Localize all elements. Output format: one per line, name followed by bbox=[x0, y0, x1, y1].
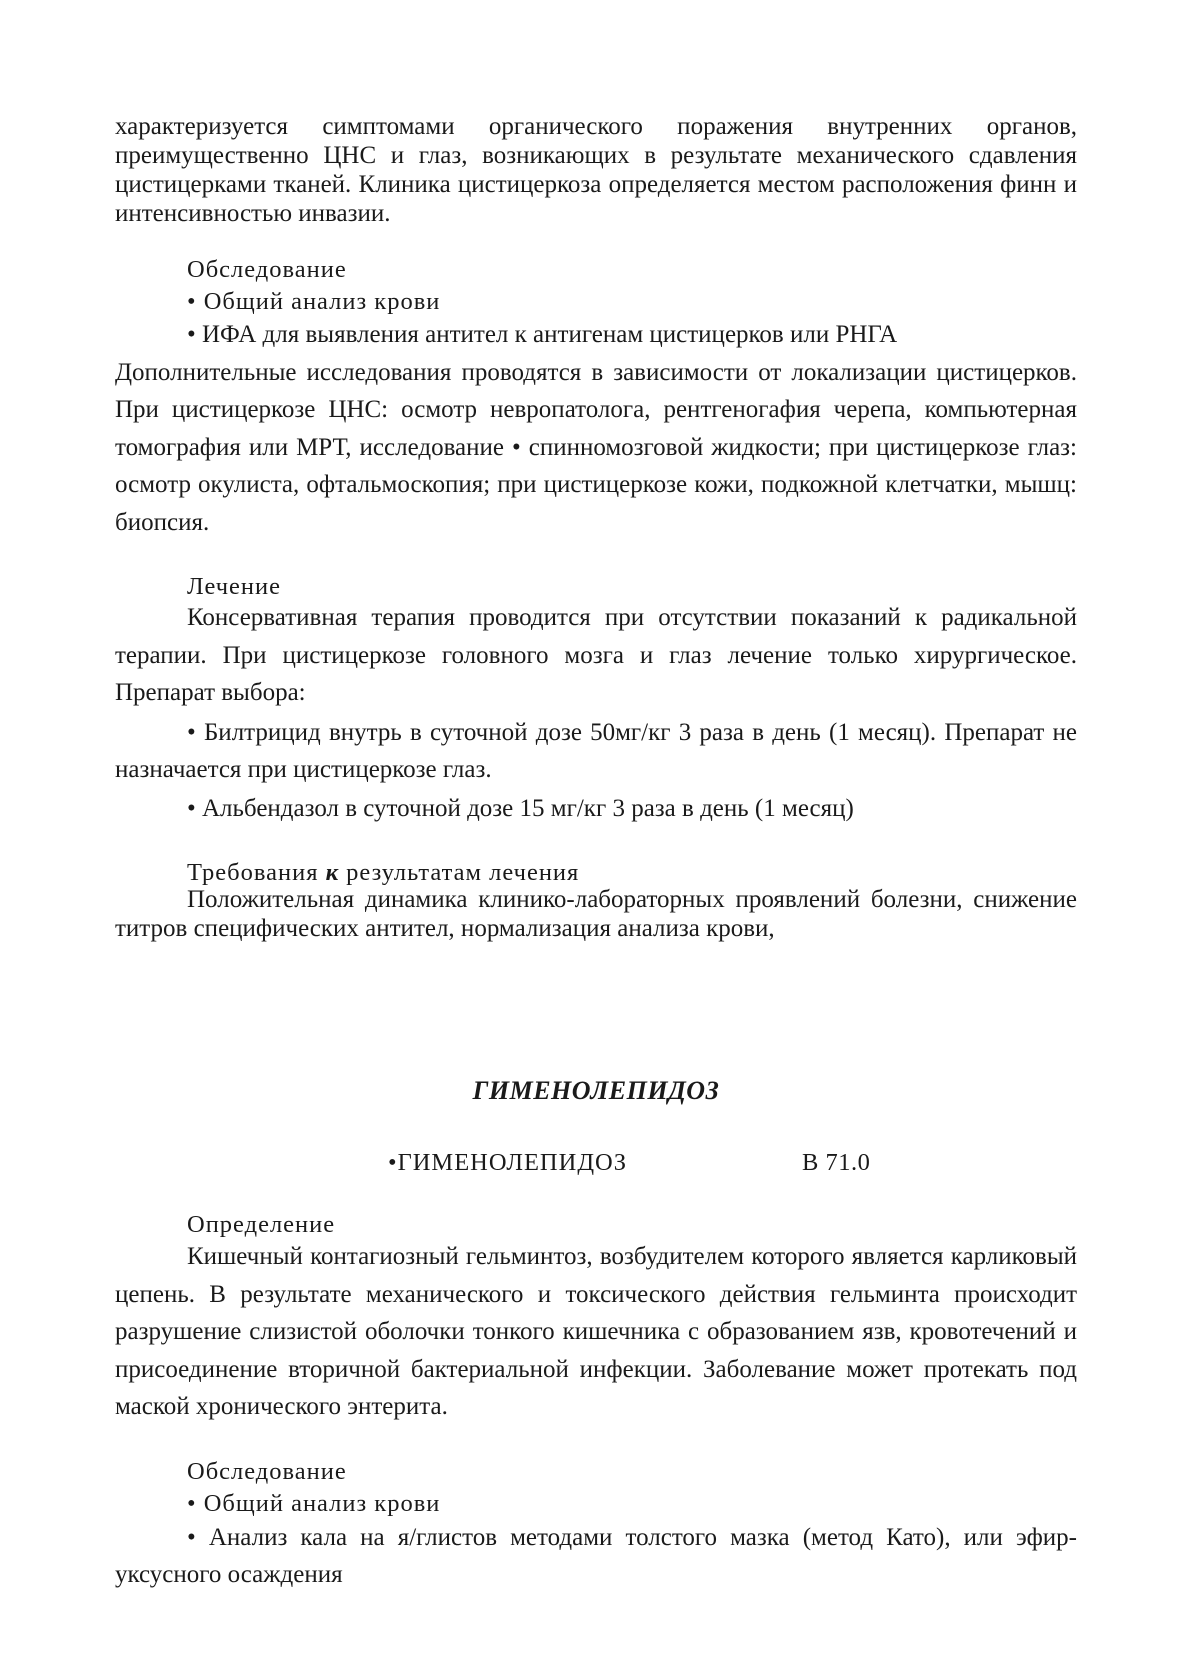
requirements-heading-part1: Требования bbox=[187, 859, 326, 886]
cysticercosis-treatment-paragraph: Консервативная терапия проводится при отсутствии показаний к радикальной терапии. При цистицеркозе головного мозга и глаз лечение только хирургическое. Препарат выбора: bbox=[115, 604, 1077, 706]
hymenolepiasis-code-line bbox=[115, 1147, 1077, 1179]
cysticercosis-exam-item-ifa: • ИФА для выявления антител к антигенам цистицерков или РНГА bbox=[187, 321, 898, 348]
hymenolepiasis-examination-heading: Обследование bbox=[187, 1457, 347, 1485]
hymenolepiasis-exam-item-blood: • Общий анализ крови bbox=[187, 1489, 441, 1517]
hymenolepiasis-code-name: •ГИМЕНОЛЕПИДОЗ bbox=[388, 1149, 627, 1176]
hymenolepiasis-definition-heading: Определение bbox=[187, 1211, 336, 1238]
cysticercosis-requirements-paragraph: Положительная динамика клинико-лабораторных проявлений болезни, снижение титров специфических антител, нормализация анализа крови, bbox=[115, 886, 1077, 942]
cysticercosis-treatment-heading: Лечение bbox=[187, 573, 282, 600]
hymenolepiasis-title: ГИМЕНОЛЕПИДОЗ bbox=[472, 1076, 720, 1105]
hymenolepiasis-icd-code: В 71.0 bbox=[802, 1149, 871, 1176]
cysticercosis-treatment-item-biltricide: • Билтрицид внутрь в суточной дозе 50мг/кг 3 раза в день (1 месяц). Препарат не назначается при цистицеркозе глаз. bbox=[115, 718, 1077, 783]
cysticercosis-intro-paragraph: характеризуется симптомами органического поражения внутренних органов, преимущественно ЦНС и глаз, возникающих в результате механического сдавления цистицерками тканей. Клиника цистицеркоза определяется местом расположения финн и интенсивностью инвазии. bbox=[115, 113, 1077, 227]
cysticercosis-exam-item-blood: • Общий анализ крови bbox=[187, 288, 441, 315]
hymenolepiasis-exam-item-stool: • Анализ кала на я/глистов методами толстого мазка (метод Като), или эфир-уксусного осаждения bbox=[115, 1523, 1077, 1588]
cysticercosis-exam-additional-paragraph: Дополнительные исследования проводятся в зависимости от локализации цистицерков. При цистицеркозе ЦНС: осмотр невропатолога, рентгеногафия черепа, компьютерная томография или МРТ, исследование • спинномозговой жидкости; при цистицеркозе глаз: осмотр окулиста, офтальмоскопия; при цистицеркозе кожи, подкожной клетчатки, мышц: биопсия. bbox=[115, 358, 1077, 536]
cysticercosis-treatment-item-albendazole: • Альбендазол в суточной дозе 15 мг/кг 3 раза в день (1 месяц) bbox=[187, 794, 854, 822]
cysticercosis-examination-heading: Обследование bbox=[187, 256, 347, 283]
hymenolepiasis-definition-paragraph: Кишечный контагиозный гельминтоз, возбудителем которого является карликовый цепень. В результате механического и токсического действия гельминта происходит разрушение слизистой оболочки тонкого кишечника с образованием язв, кровотечений и присоединение вторичной бактериальной инфекции. Заболевание может протекать под маской хронического энтерита. bbox=[115, 1243, 1077, 1420]
document-page bbox=[115, 112, 1077, 1594]
requirements-heading-emphasis: к bbox=[325, 859, 340, 886]
requirements-heading-part2: результатам лечения bbox=[339, 859, 580, 886]
